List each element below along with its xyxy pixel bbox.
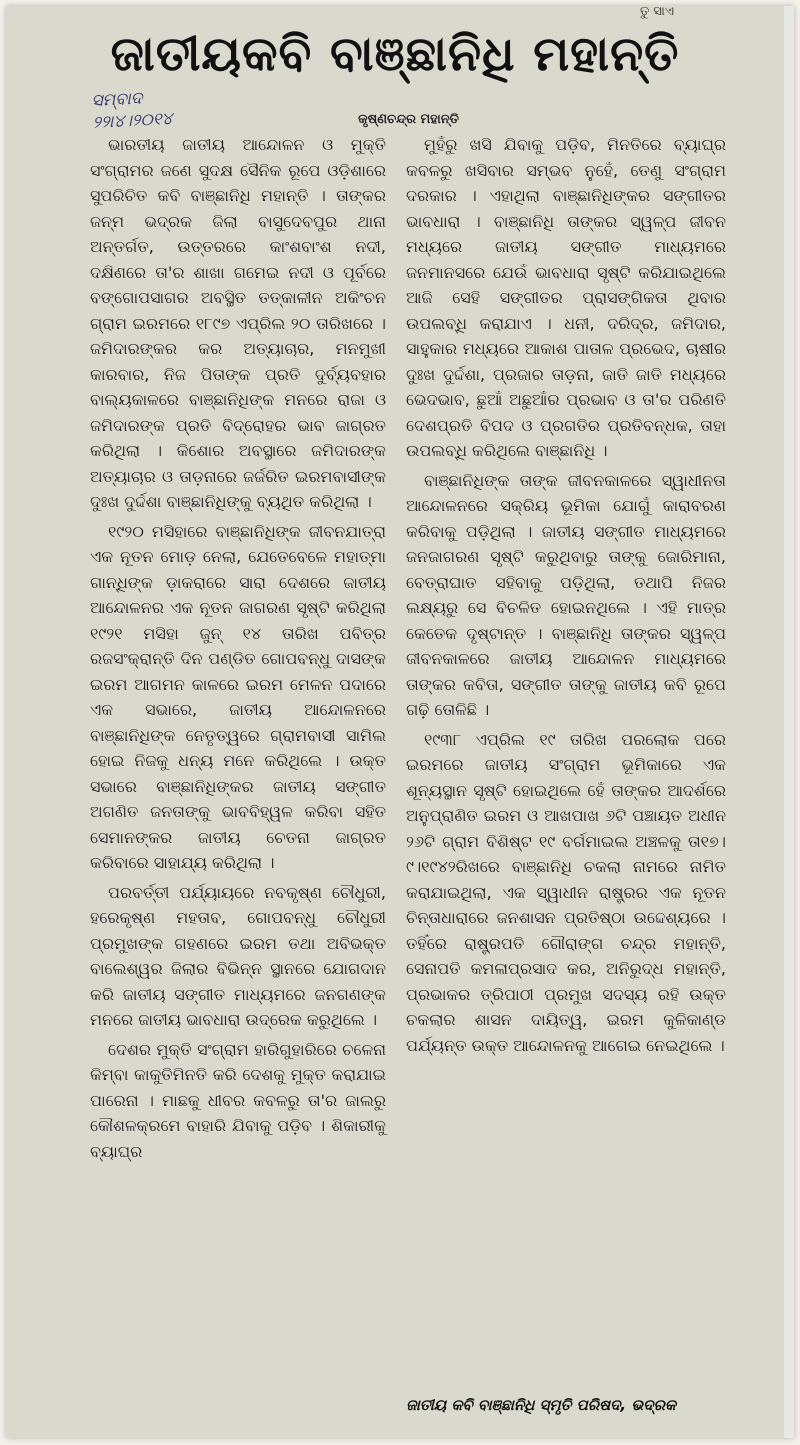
paragraph: ଦେଶର ମୁକ୍ତି ସଂଗ୍ରାମ ହାରିଗୁହାରିରେ ଚଳେନା କିମ୍ବା କାକୁତିମିନତି କରି ଦେଶକୁ ମୁକ୍ତ କରାଯାଇ ପାରେନା । ମାଛକୁ ଧୀବର କବଳରୁ ତା'ର ଜାଲରୁ କୌଶଳକ୍ରମେ ବାହାରି ଯିବାକୁ ପଡ଼ିବ । ଶିକାରୀକୁ ବ୍ୟାଘ୍ର	[90, 1039, 386, 1161]
paragraph: ବାଞ୍ଛାନିଧିଙ୍କ ତାଙ୍କ ଜୀବନକାଳରେ ସ୍ୱାଧୀନତା ଆନ୍ଦୋଳନରେ ସକ୍ରିୟ ଭୂମିକା ଯୋଗୁଁ କାରାବରଣ କରିବାକୁ ପଡ଼ିଥିଲା । ଜାତୀୟ ସଙ୍ଗୀତ ମାଧ୍ୟମରେ ଜନଜାଗରଣ ସୃଷ୍ଟି କରୁଥିବାରୁ ତାଙ୍କୁ ଜୋରିମାନା, ବେତ୍ରାଘାତ ସହିବାକୁ ପଡ଼ିଥିଲା, ତଥାପି ନିଜର ଲକ୍ଷ୍ୟରୁ ସେ ବିଚଳିତ ହୋଇନଥିଲେ । ଏହି ମାତ୍ର କେତେକ ଦୃଷ୍ଟାନ୍ତ । ବାଞ୍ଛାନିଧି ତାଙ୍କର ସ୍ୱଳ୍ପ ଜୀବନକାଳରେ ଜାତୀୟ ଆନ୍ଦୋଳନ ମାଧ୍ୟମରେ ତାଙ୍କର କବିତା, ସଙ୍ଗୀତ ତାଙ୍କୁ ଜାତୀୟ କବି ରୂପେ ଗଢ଼ି ତୋଳିଛି ।	[406, 470, 726, 719]
paragraph: ମୁହଁରୁ ଖସି ଯିବାକୁ ପଡ଼ିବ, ମିନତିରେ ବ୍ୟାଘ୍ର କବଳରୁ ଖସିବାର ସମ୍ଭବ ନୁହେଁ, ତେଣୁ ସଂଗ୍ରାମ ଦରକାର । ଏହାଥିଲା ବାଞ୍ଛାନିଧିଙ୍କର ସଙ୍ଗୀତର ଭାବଧାରା । ବାଞ୍ଛାନିଧି ତାଙ୍କର ସ୍ୱଳ୍ପ ଜୀବନ ମଧ୍ୟରେ ଜାତୀୟ ସଙ୍ଗୀତ ମାଧ୍ୟମରେ ଜନମାନସରେ ଯେଉଁ ଭାବଧାରା ସୃଷ୍ଟି କରିଯାଇଥିଲେ ଆଜି ସେହି ସଙ୍ଗୀତର ପ୍ରାସଙ୍ଗିକତା ଥିବାର ଉପଲବ୍ଧି କରାଯାଏ । ଧନୀ, ଦରିଦ୍ର, ଜମିଦାର, ସାହୁକାର ମଧ୍ୟରେ ଆକାଶ ପାତାଳ ପ୍ରଭେଦ, ଚାଷୀର ଦୁଃଖ ଦୁର୍ଦ୍ଦଶା, ପ୍ରଜାର ତାଡ଼ନା, ଜାତି ଜାତି ମଧ୍ୟରେ ଭେଦଭାବ, ଛୁଆଁ ଅଛୁଆଁର ପ୍ରଭାବ ଓ ତା'ର ପରିଣତି ଦେଶପ୍ରତି ବିପଦ ଓ ପ୍ରଗତିର ପ୍ରତିବନ୍ଧକ, ତାହା ଉପଲବ୍ଧି କରିଥିଲେ ବାଞ୍ଛାନିଧି ।	[406, 135, 726, 460]
article-credit: ଜାତୀୟ କବି ବାଞ୍ଛାନିଧି ସ୍ମୃତି ପରିଷଦ, ଭଦ୍ରକ	[406, 1396, 676, 1414]
handwritten-note-source: ସମ୍ବାଦ	[90, 88, 143, 112]
handwritten-note	[91, 86, 173, 134]
paragraph: ପରବର୍ତ୍ତୀ ପର୍ଯ୍ୟାୟରେ ନବକୃଷ୍ଣ ଚୌଧୁରୀ, ହରେକୃଷ୍ଣ ମହତାବ, ଗୋପବନ୍ଧୁ ଚୌଧୁରୀ ପ୍ରମୁଖଙ୍କ ଗହଣରେ ଇରମ ତଥା ଅବିଭକ୍ତ ବାଲେଶ୍ୱର ଜିଲାର ବିଭିନ୍ନ ସ୍ଥାନରେ ଯୋଗଦାନ କରି ଜାତୀୟ ସଙ୍ଗୀତ ମାଧ୍ୟମରେ ଜନଗଣଙ୍କ ମନରେ ଜାତୀୟ ଭାବଧାରା ଉଦ୍ରେକ କରୁଥିଲେ ।	[90, 882, 386, 1029]
paragraph: ୧୯୩୮ ଏପ୍ରିଲ ୧୯ ତାରିଖ ପରଲୋକ ପରେ ଇରମରେ ଜାତୀୟ ସଂଗ୍ରାମ ଭୂମିକାରେ ଏକ ଶୂନ୍ୟସ୍ଥାନ ସୃଷ୍ଟି ହୋଇଥିଲେ ହେଁ ତାଙ୍କର ଆଦର୍ଶରେ ଅନୁପ୍ରାଣିତ ଇରମ ଓ ଆଖପାଖ ୬ଟି ପଞ୍ଚାୟତ ଅଧୀନ ୨୬ଟି ଗ୍ରାମ ବିଶିଷ୍ଟ ୧୯ ବର୍ଗମାଇଲ ଅଞ୍ଚଳକୁ ତା୧୭।୯।୧୯୪୨ରିଖରେ ବାଞ୍ଛାନିଧି ଚକଲା ନାମରେ ନାମିତ କରାଯାଇଥିଲା, ଏକ ସ୍ୱାଧୀନ ରାଷ୍ଟ୍ରର ଏକ ନୂତନ ଚିନ୍ତାଧାରାରେ ଜନଶାସନ ପ୍ରତିଷ୍ଠା ଉଦ୍ଦେଶ୍ୟରେ । ତହିଁରେ ରାଷ୍ଟ୍ରପତି ଗୌରାଙ୍ଗ ଚନ୍ଦ୍ର ମହାନ୍ତି, ସେନାପତି କମଳାପ୍ରସାଦ କର, ଅନିରୁଦ୍ଧ ମହାନ୍ତି, ପ୍ରଭାକର ତ୍ରିପାଠୀ ପ୍ରମୁଖ ସଦସ୍ୟ ରହି ଉକ୍ତ ଚକଲାର ଶାସନ ଦାୟିତ୍ୱ, ଇରମ କୁଳିକାଣ୍ଡ ପର୍ଯ୍ୟନ୍ତ ଉକ୍ତ ଆନ୍ଦୋଳନକୁ ଆଗେଇ ନେଇଥିଲେ ।	[406, 729, 726, 1055]
article-headline: ଜାତୀୟକବି ବାଞ୍ଛାନିଧି ମହାନ୍ତି	[110, 26, 680, 82]
paragraph: ଭାରତୀୟ ଜାତୀୟ ଆନ୍ଦୋଳନ ଓ ମୁକ୍ତି ସଂଗ୍ରାମର ଜଣେ ସୁଦକ୍ଷ ସୈନିକ ରୂପେ ଓଡ଼ିଶାରେ ସୁପରିଚିତ କବି ବାଞ୍ଛାନିଧି ମହାନ୍ତି । ତାଙ୍କର ଜନ୍ମ ଭଦ୍ରକ ଜିଲା ବାସୁଦେବପୁର ଥାନା ଅନ୍ତର୍ଗତ, ଉତ୍ତରରେ କାଂଶବାଂଶ ନଦୀ, ଦକ୍ଷିଣରେ ତା'ର ଶାଖା ଗମେଇ ନଦୀ ଓ ପୂର୍ବରେ ବଙ୍ଗୋପସାଗର ଅବସ୍ଥିତ ତତ୍କାଳୀନ ଅକିଂଚନ ଗ୍ରାମ ଇରମରେ ୧୮୯୭ ଏପ୍ରିଲ ୨୦ ତାରିଖରେ । ଜମିଦାରଙ୍କର କର ଅତ୍ୟାଚାର, ମନମୁଖୀ କାରବାର, ନିଜ ପିତାଙ୍କ ପ୍ରତି ଦୁର୍ବ୍ୟବହାର ବାଲ୍ୟକାଳରେ ବାଞ୍ଛାନିଧିଙ୍କ ମନରେ ରାଜା ଓ ଜମିଦାରଙ୍କ ପ୍ରତି ବିଦ୍ରୋହର ଭାବ ଜାଗ୍ରତ କରିଥିଲା । କିଶୋର ଅବସ୍ଥାରେ ଜମିଦାରଙ୍କ ଅତ୍ୟାଚାର ଓ ତାଡ଼ନାରେ ଜର୍ଜରିତ ଇରମବାସୀଙ୍କ ଦୁଃଖ ଦୁର୍ଦ୍ଦଶା ବାଞ୍ଛାନିଧିଙ୍କୁ ବ୍ୟଥିତ କରିଥିଲା ।	[90, 135, 386, 511]
paragraph: ୧୯୨୦ ମସିହାରେ ବାଞ୍ଛାନିଧିଙ୍କ ଜୀବନଯାତ୍ରା ଏକ ନୂତନ ମୋଡ଼ ନେଲା, ଯେତେବେଳେ ମହାତ୍ମା ଗାନ୍ଧିଙ୍କ ଡ଼ାକରାରେ ସାରା ଦେଶରେ ଜାତୀୟ ଆନ୍ଦୋଳନର ଏକ ନୂତନ ଜାଗରଣ ସୃଷ୍ଟି କରିଥିଲା ୧୯୨୧ ମସିହା ଜୁନ୍ ୧୪ ତାରିଖ ପବିତ୍ର ରଜସଂକ୍ରାନ୍ତି ଦିନ ପଣ୍ଡିତ ଗୋପବନ୍ଧୁ ଦାସଙ୍କ ଇରମ ଆଗମନ କାଳରେ ଇରମ ମେଳନ ପଦାରେ ଏକ ସଭାରେ, ଜାତୀୟ ଆନ୍ଦୋଳନରେ ବାଞ୍ଛାନିଧିଙ୍କ ନେତୃତ୍ୱରେ ଗ୍ରାମବାସୀ ସାମିଲ ହୋଇ ନିଜକୁ ଧନ୍ୟ ମନେ କରିଥିଲେ । ଉକ୍ତ ସଭାରେ ବାଞ୍ଛାନିଧିଙ୍କର ଜାତୀୟ ସଙ୍ଗୀତ ଅଗଣିତ ଜନତାଙ୍କୁ ଭାବବିହ୍ୱଳ କରିବା ସହିତ ସେମାନଙ୍କର ଜାତୀୟ ଚେତନା ଜାଗ୍ରତ କରିବାରେ ସାହାଯ୍ୟ କରିଥିଲା ।	[90, 521, 386, 872]
right-column	[406, 132, 726, 1062]
left-column	[90, 132, 386, 1168]
newspaper-clipping	[6, 6, 794, 1438]
handwritten-note-date: ୨୨ା୪।୨୦୧୪	[92, 108, 173, 134]
article-author: କୃଷ୍ଣଚନ୍ଦ୍ର ମହାନ୍ତି	[358, 112, 459, 127]
masthead-fragment: ତୁ ସାଏ	[640, 4, 674, 19]
